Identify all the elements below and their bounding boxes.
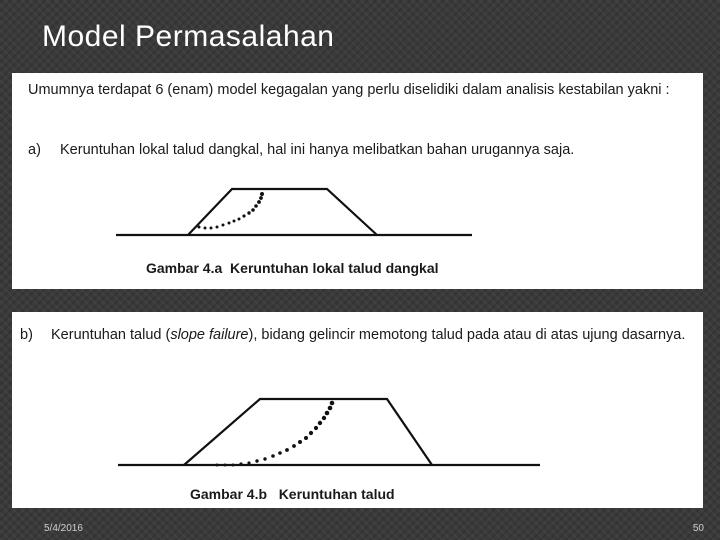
page-number: 50 [692,523,704,534]
slip-surface-dots [216,401,335,467]
item-b-marker: b) [20,327,33,343]
item-a-text: Keruntuhan lokal talud dangkal, hal ini hanya melibatkan bahan urugannya saja. [60,142,575,158]
item-b-text-end: ), bidang gelincir memotong talud pada atau di atas ujung dasarnya. [248,327,686,343]
item-a-marker: a) [28,142,41,158]
slide-date: 5/4/2016 [44,523,83,534]
figure-a-caption: Gambar 4.a Keruntuhan lokal talud dangkal [146,260,439,276]
slip-surface-dots [198,192,265,230]
figure-b-caption: Gambar 4.b Keruntuhan talud [190,486,395,502]
figure-panel-b [12,312,703,508]
embankment-outline [184,399,432,465]
intro-text: Umumnya terdapat 6 (enam) model kegagalan yang perlu diselidiki dalam analisis kestabilan yakni : [28,82,670,98]
slide-title: Model Permasalahan [42,20,335,53]
figure-panel-a [12,73,703,289]
item-b-text-italic: slope failure [170,327,249,343]
item-b-text-start: Keruntuhan talud ( [51,327,171,343]
slope-failure-diagram [12,312,703,508]
shallow-slope-failure-diagram [12,73,703,289]
